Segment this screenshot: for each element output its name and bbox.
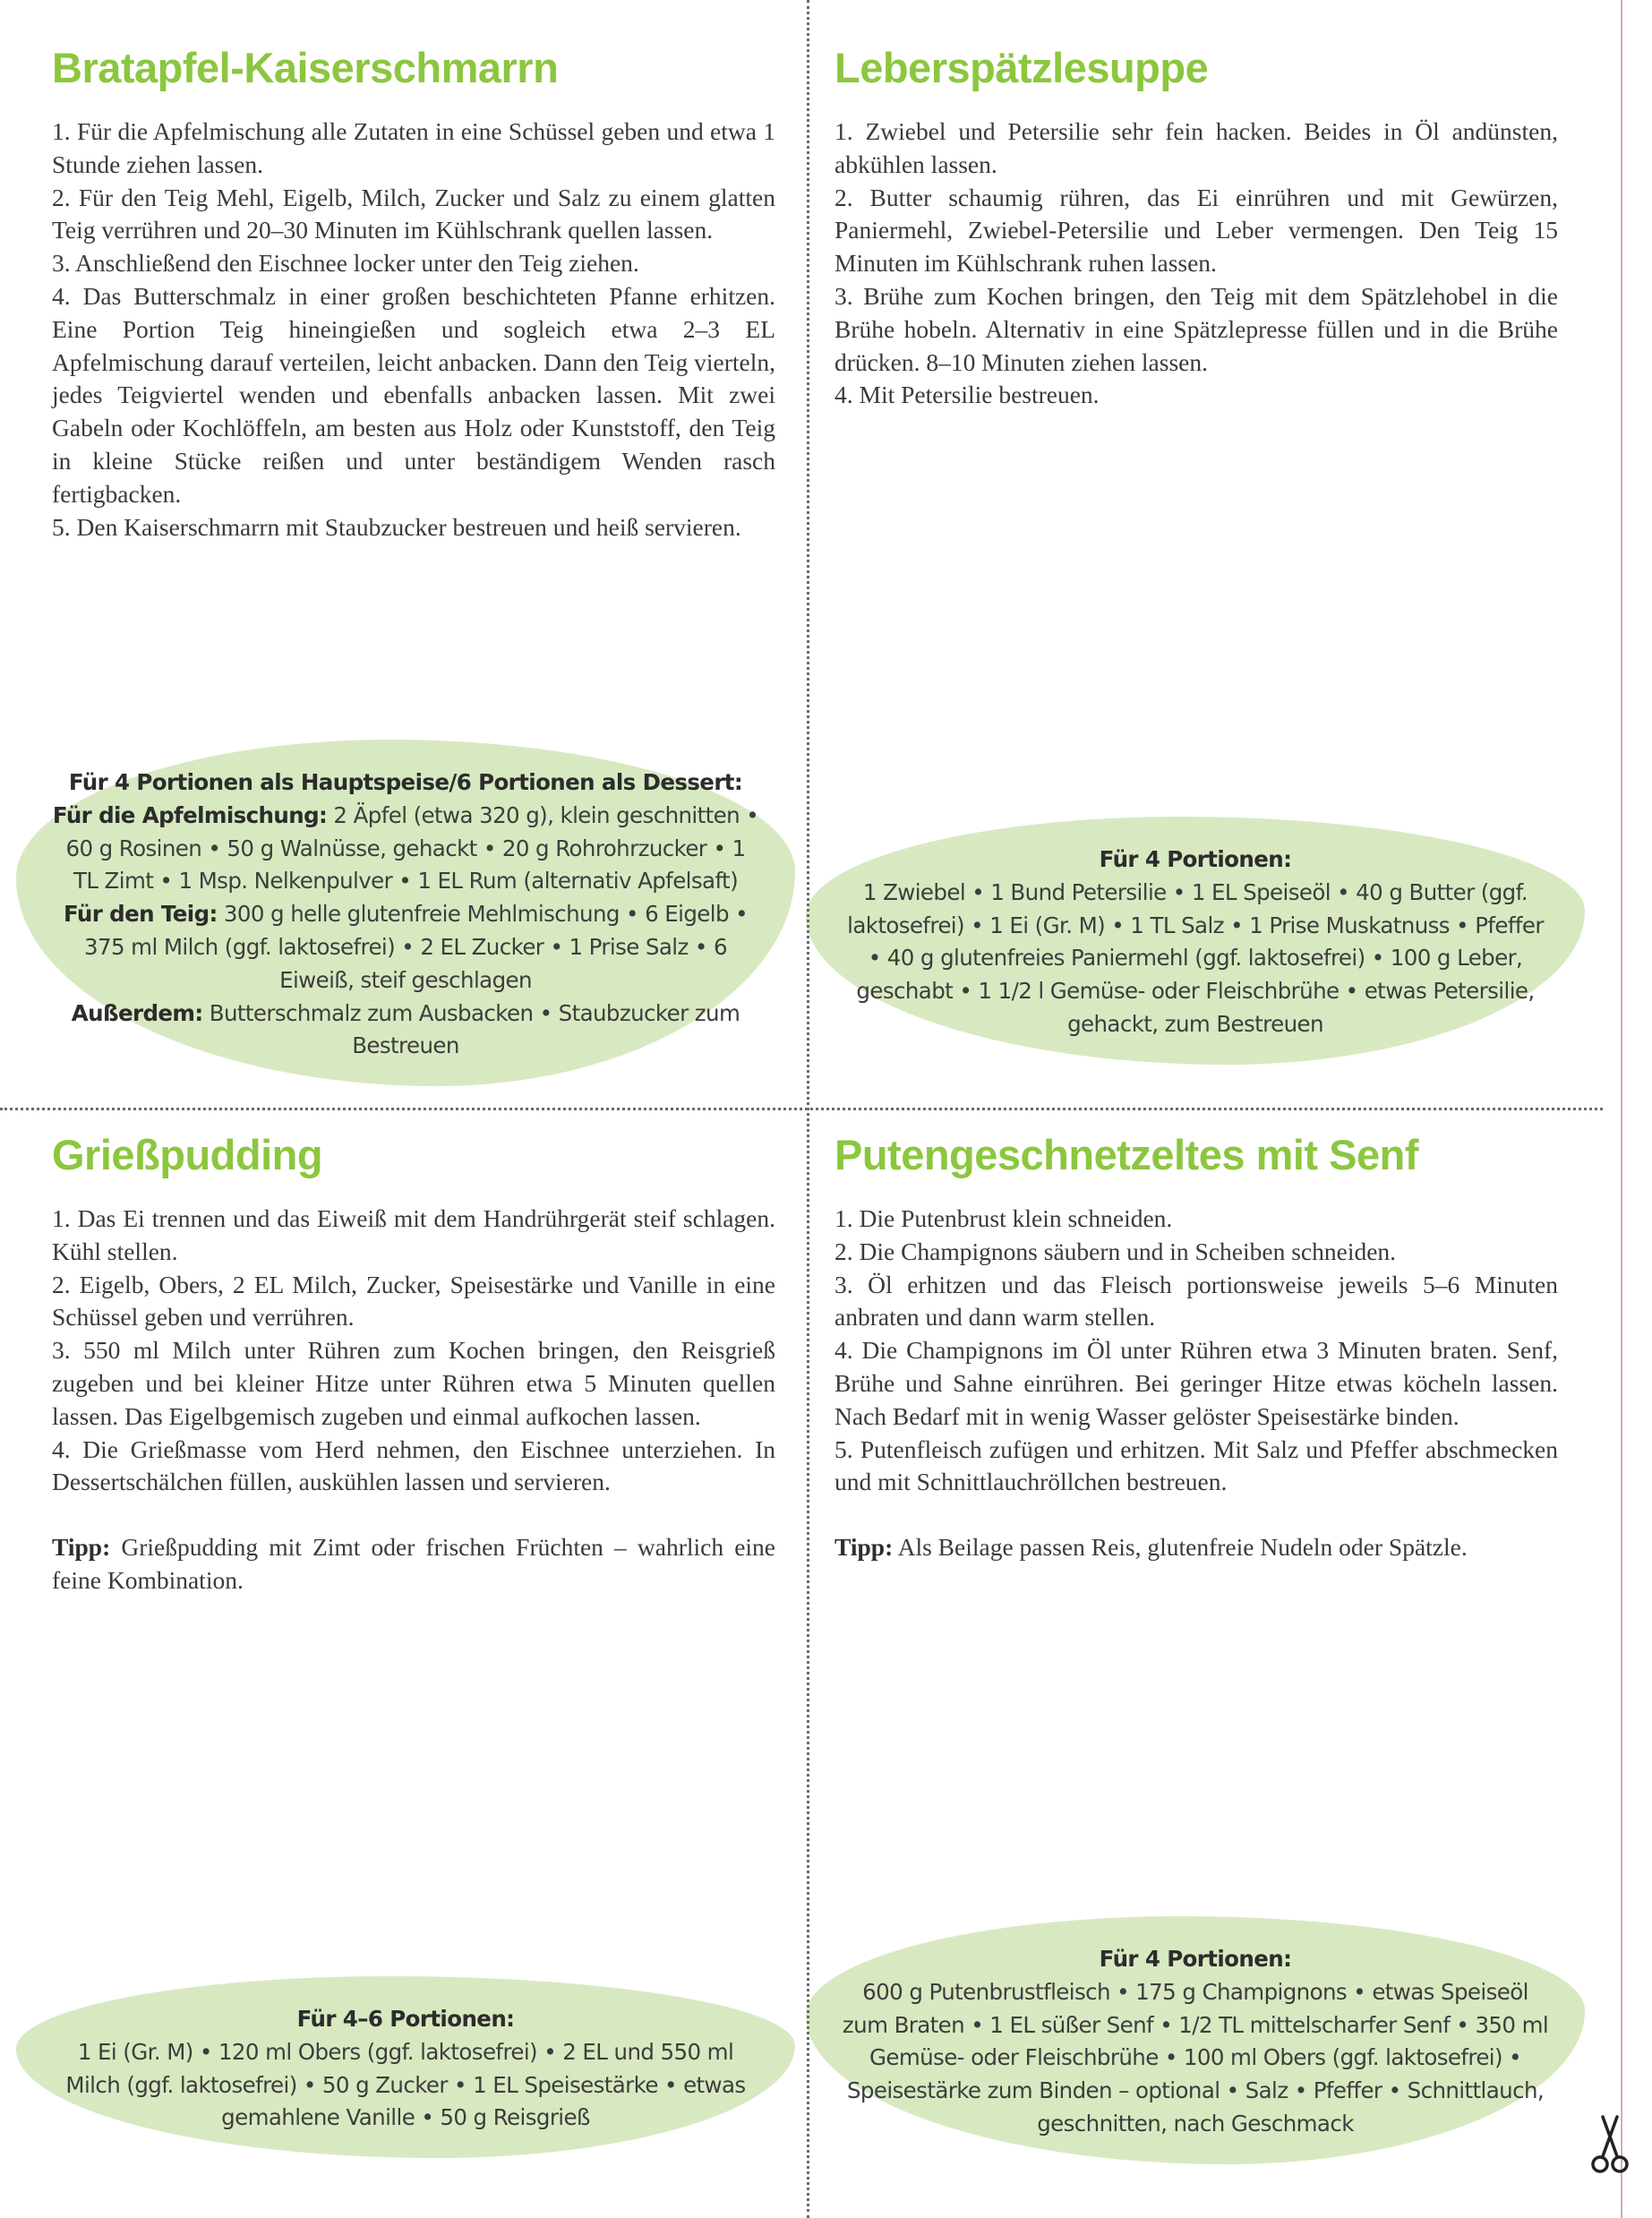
ingredients-group-label: Außerdem: bbox=[71, 999, 203, 1026]
ingredients-heading: Für 4 Portionen: bbox=[1099, 846, 1292, 872]
tip-label: Tipp: bbox=[835, 1533, 894, 1562]
recipe-title: Leberspätzlesuppe bbox=[835, 44, 1209, 91]
ingredients-box bbox=[52, 2003, 759, 2135]
recipe-step: 3. Brühe zum Kochen bringen, den Teig mit dem Spätzlehobel in die Brühe hobeln. Alternativ in eine Spätzlepresse füllen und in die Brühe drücken. 8–10 Minuten ziehen lassen. bbox=[835, 281, 1558, 376]
recipe-step: 5. Den Kaiserschmarrn mit Staubzucker bestreuen und heiß servieren. bbox=[52, 512, 741, 541]
recipe-card-leberspaetzle bbox=[835, 43, 1558, 412]
tip-text: Als Beilage passen Reis, glutenfreie Nudeln oder Spätzle. bbox=[893, 1533, 1468, 1562]
recipe-tip bbox=[835, 1531, 1558, 1564]
recipe-card-griesspudding bbox=[52, 1130, 775, 1597]
recipe-step: 1. Das Ei trennen und das Eiweiß mit dem Handrührgerät steif schlagen. Kühl stellen. bbox=[52, 1204, 775, 1265]
recipe-step: 1. Die Putenbrust klein schneiden. bbox=[835, 1204, 1173, 1232]
ingredients-text: 2 Äpfel (etwa 320 g), klein geschnitten • 60 g Rosinen • 50 g Walnüsse, gehackt • 20 g Rohrohrzucker • 1 TL Zimt • 1 Msp. Nelkenpulver • 1 EL Rum (alternativ Apfelsaft) bbox=[65, 801, 759, 895]
recipe-title: Grießpudding bbox=[52, 1131, 323, 1178]
recipe-step: 2. Eigelb, Obers, 2 EL Milch, Zucker, Speisestärke und Vanille in eine Schüssel geben und verrühren. bbox=[52, 1270, 775, 1332]
recipe-step: 4. Die Grießmasse vom Herd nehmen, den Eischnee unterziehen. In Dessertschälchen füllen, auskühlen lassen und servieren. bbox=[52, 1434, 775, 1496]
page-edge-line bbox=[1621, 0, 1622, 2218]
recipe-step: 2. Butter schaumig rühren, das Ei einrühren und mit Gewürzen, Paniermehl, Zwiebel-Petersilie und Leber vermengen. Den Teig 15 Minuten im Kühlschrank ruhen lassen. bbox=[835, 183, 1558, 278]
ingredients-group-label: Für die Apfelmischung: bbox=[52, 801, 328, 828]
ingredients-box bbox=[52, 766, 759, 1063]
recipe-step: 3. 550 ml Milch unter Rühren zum Kochen bringen, den Reisgrieß zugeben und bei kleiner Hitze unter Rühren etwa 5 Minuten quellen lassen. Das Eigelbgemisch zugeben und einmal aufkochen lassen. bbox=[52, 1336, 775, 1430]
ingredients-heading: Für 4 Portionen: bbox=[1099, 1946, 1292, 1972]
ingredients-text: Butterschmalz zum Ausbacken • Staubzucker zum Bestreuen bbox=[202, 999, 740, 1059]
recipe-step: 4. Das Butterschmalz in einer großen beschichteten Pfanne erhitzen. Eine Portion Teig hineingießen und sogleich etwa 2–3 EL Apfelmischung darauf verteilen, leicht anbacken. Dann den Teig vierteln, jedes Teigviertel wenden und ebenfalls anbacken lassen. Mit zwei Gabeln oder Kochlöffeln, am besten aus Holz oder Kunststoff, den Teig in kleine Stücke reißen und unter beständigem Wenden rasch fertigbacken. bbox=[52, 281, 775, 508]
recipe-title: Bratapfel-Kaiserschmarrn bbox=[52, 44, 559, 91]
recipe-step: 5. Putenfleisch zufügen und erhitzen. Mit Salz und Pfeffer abschmecken und mit Schnittlauchröllchen bestreuen. bbox=[835, 1434, 1558, 1496]
ingredients-box bbox=[842, 844, 1549, 1041]
recipe-step: 1. Für die Apfelmischung alle Zutaten in eine Schüssel geben und etwa 1 Stunde ziehen lassen. bbox=[52, 117, 775, 178]
ingredients-text: 1 Zwiebel • 1 Bund Petersilie • 1 EL Speiseöl • 40 g Butter (ggf. laktosefrei) • 1 Ei (Gr. M) • 1 TL Salz • 1 Prise Muskatnuss • Pfeffer • 40 g glutenfreies Paniermehl (ggf. laktosefrei) • 100 g Leber, geschabt • 1 1/2 l Gemüse- oder Fleischbrühe • etwas Petersilie, gehackt, zum Bestreuen bbox=[847, 878, 1544, 1037]
ingredients-text: 300 g helle glutenfreie Mehlmischung • 6 Eigelb • 375 ml Milch (ggf. laktosefrei) • 2 EL Zucker • 1 Prise Salz • 6 Eiweiß, steif geschlagen bbox=[84, 901, 748, 993]
ingredients-group-label: Für den Teig: bbox=[64, 901, 218, 928]
recipe-step: 1. Zwiebel und Petersilie sehr fein hacken. Beides in Öl andünsten, abkühlen lassen. bbox=[835, 117, 1558, 178]
recipe-step: 3. Öl erhitzen und das Fleisch portionsweise jeweils 5–6 Minuten anbraten und dann warm stellen. bbox=[835, 1270, 1558, 1332]
recipe-step: 3. Anschließend den Eischnee locker unter den Teig ziehen. bbox=[52, 249, 639, 278]
ingredients-text: 600 g Putenbrustfleisch • 175 g Champignons • etwas Speiseöl zum Braten • 1 EL süßer Senf • 1/2 TL mittelscharfer Senf • 350 ml Gemüse- oder Fleischbrühe • 100 ml Obers (ggf. laktosefrei) • Speisestärke zum Binden – optional • Salz • Pfeffer • Schnittlauch, geschnitten, nach Geschmack bbox=[842, 1978, 1549, 2137]
scissors-icon bbox=[1590, 2113, 1630, 2176]
recipe-card-bratapfel bbox=[52, 43, 775, 544]
recipe-step: 2. Die Champignons säubern und in Scheiben schneiden. bbox=[835, 1237, 1397, 1265]
ingredients-box bbox=[842, 1943, 1549, 2141]
tip-text: Grießpudding mit Zimt oder frischen Früchten – wahrlich eine feine Kombination. bbox=[52, 1533, 775, 1594]
recipe-tip bbox=[52, 1531, 775, 1597]
recipe-card-putengeschnetzeltes bbox=[835, 1130, 1558, 1564]
recipe-title: Putengeschnetzeltes mit Senf bbox=[835, 1131, 1418, 1178]
ingredients-text: 1 Ei (Gr. M) • 120 ml Obers (ggf. laktosefrei) • 2 EL und 550 ml Milch (ggf. laktosefrei) • 50 g Zucker • 1 EL Speisestärke • etwas gemahlene Vanille • 50 g Reisgrieß bbox=[65, 2038, 746, 2131]
recipe-step: 2. Für den Teig Mehl, Eigelb, Milch, Zucker und Salz zu einem glatten Teig verrühren und 20–30 Minuten im Kühlschrank quellen lassen. bbox=[52, 183, 775, 244]
ingredients-heading: Für 4–6 Portionen: bbox=[296, 2006, 515, 2032]
tip-label: Tipp: bbox=[52, 1533, 111, 1562]
recipe-step: 4. Mit Petersilie bestreuen. bbox=[835, 381, 1100, 409]
ingredients-heading: Für 4 Portionen als Hauptspeise/6 Portionen als Dessert: bbox=[68, 769, 743, 795]
horizontal-cut-line bbox=[0, 1108, 1603, 1110]
recipe-step: 4. Die Champignons im Öl unter Rühren etwa 3 Minuten braten. Senf, Brühe und Sahne einrühren. Bei geringer Hitze etwas köcheln lassen. Nach Bedarf mit in wenig Wasser gelöster Speisestärke binden. bbox=[835, 1336, 1558, 1430]
